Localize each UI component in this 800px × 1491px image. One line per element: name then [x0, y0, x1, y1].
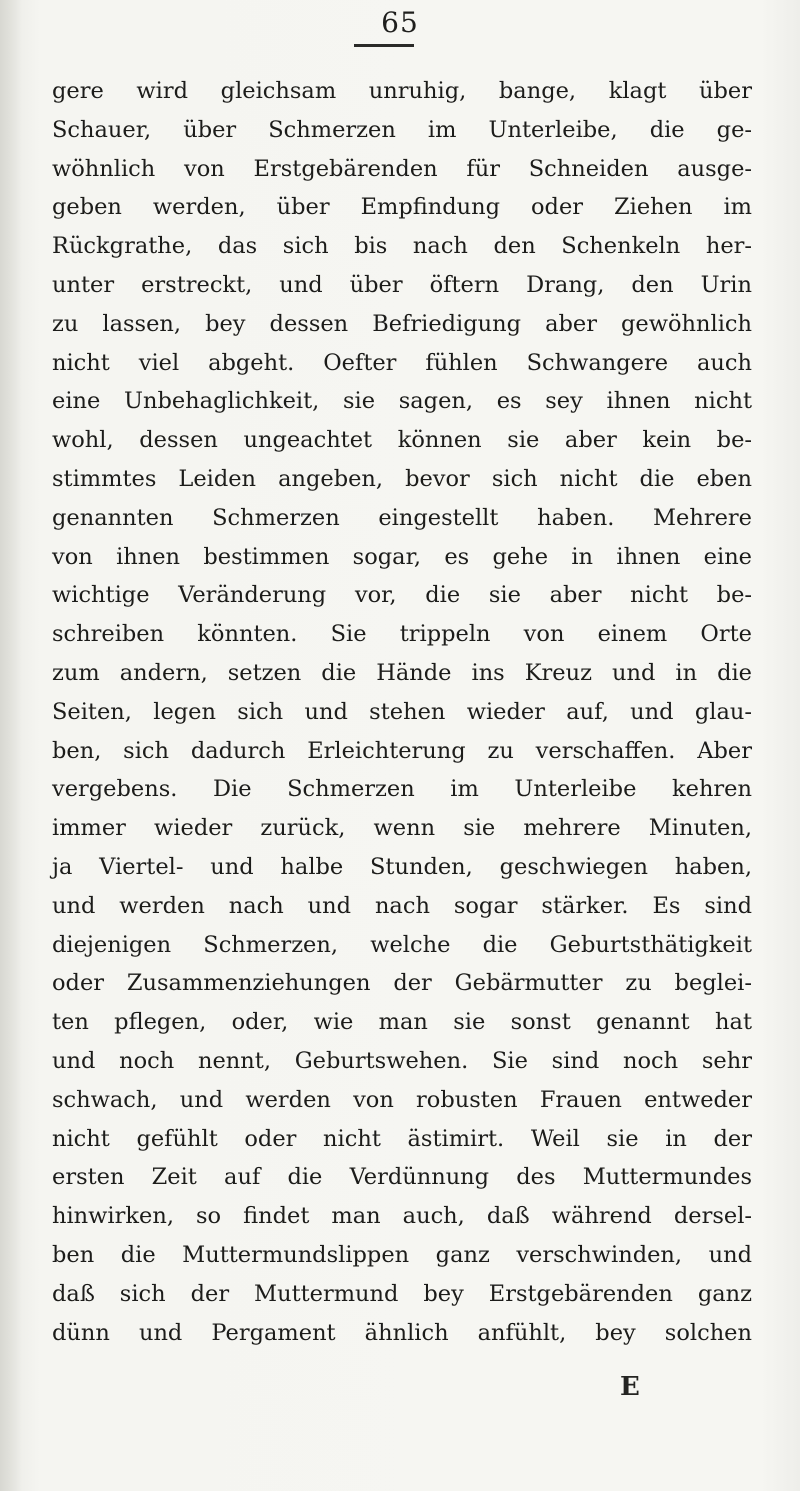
- text-line: nicht gefühlt oder nicht ästimirt. Weil sie in der: [52, 1125, 752, 1152]
- text-line: und noch nennt, Geburtswehen. Sie sind noch sehr: [52, 1047, 752, 1074]
- text-line: eine Unbehaglichkeit, sie sagen, es sey ihnen nicht: [52, 388, 752, 415]
- text-line: stimmtes Leiden angeben, bevor sich nicht die eben: [52, 465, 752, 492]
- text-line: und werden nach und nach sogar stärker. Es sind: [52, 892, 752, 919]
- text-line: hinwirken, so findet man auch, daß während dersel-: [52, 1203, 752, 1230]
- text-line: ben die Muttermundslippen ganz verschwinden, und: [52, 1241, 752, 1268]
- text-line: zum andern, setzen die Hände ins Kreuz und in die: [52, 659, 752, 686]
- text-line: immer wieder zurück, wenn sie mehrere Minuten,: [52, 815, 752, 842]
- text-line: schreiben könnten. Sie trippeln von einem Orte: [52, 621, 752, 648]
- text-line: geben werden, über Empfindung oder Ziehen im: [52, 194, 752, 221]
- header-rule: [354, 44, 414, 47]
- text-line: nicht viel abgeht. Oefter fühlen Schwangere auch: [52, 349, 752, 376]
- text-line: Rückgrathe, das sich bis nach den Schenkeln her-: [52, 233, 752, 260]
- text-line: wichtige Veränderung vor, die sie aber nicht be-: [52, 582, 752, 609]
- text-line: Seiten, legen sich und stehen wieder auf, und glau-: [52, 698, 752, 725]
- text-line: wöhnlich von Erstgebärenden für Schneiden ausge-: [52, 155, 752, 182]
- text-line: schwach, und werden von robusten Frauen entweder: [52, 1086, 752, 1113]
- text-line: ten pflegen, oder, wie man sie sonst genannt hat: [52, 1009, 752, 1036]
- signature-mark: E: [620, 1372, 640, 1402]
- text-line: oder Zusammenziehungen der Gebärmutter zu beglei-: [52, 970, 752, 997]
- page-gutter-shadow: [0, 0, 22, 1491]
- text-line: dünn und Pergament ähnlich anfühlt, bey solchen: [52, 1319, 752, 1346]
- page-number: 65: [381, 6, 419, 39]
- text-line: ersten Zeit auf die Verdünnung des Muttermundes: [52, 1164, 752, 1191]
- text-line: ja Viertel- und halbe Stunden, geschwiegen haben,: [52, 853, 752, 880]
- body-text: [52, 72, 752, 1352]
- text-line: ben, sich dadurch Erleichterung zu verschaffen. Aber: [52, 737, 752, 764]
- text-line: unter erstreckt, und über öftern Drang, den Urin: [52, 271, 752, 298]
- text-line: genannten Schmerzen eingestellt haben. Mehrere: [52, 504, 752, 531]
- text-line: Schauer, über Schmerzen im Unterleibe, die ge-: [52, 116, 752, 143]
- text-line: von ihnen bestimmen sogar, es gehe in ihnen eine: [52, 543, 752, 570]
- text-line: gere wird gleichsam unruhig, bange, klagt über: [52, 78, 752, 104]
- text-line: daß sich der Muttermund bey Erstgebärenden ganz: [52, 1280, 752, 1307]
- text-line: diejenigen Schmerzen, welche die Geburtsthätigkeit: [52, 931, 752, 958]
- text-line: vergebens. Die Schmerzen im Unterleibe kehren: [52, 776, 752, 803]
- text-line: wohl, dessen ungeachtet können sie aber kein be-: [52, 427, 752, 454]
- text-line: zu lassen, bey dessen Befriedigung aber gewöhnlich: [52, 310, 752, 337]
